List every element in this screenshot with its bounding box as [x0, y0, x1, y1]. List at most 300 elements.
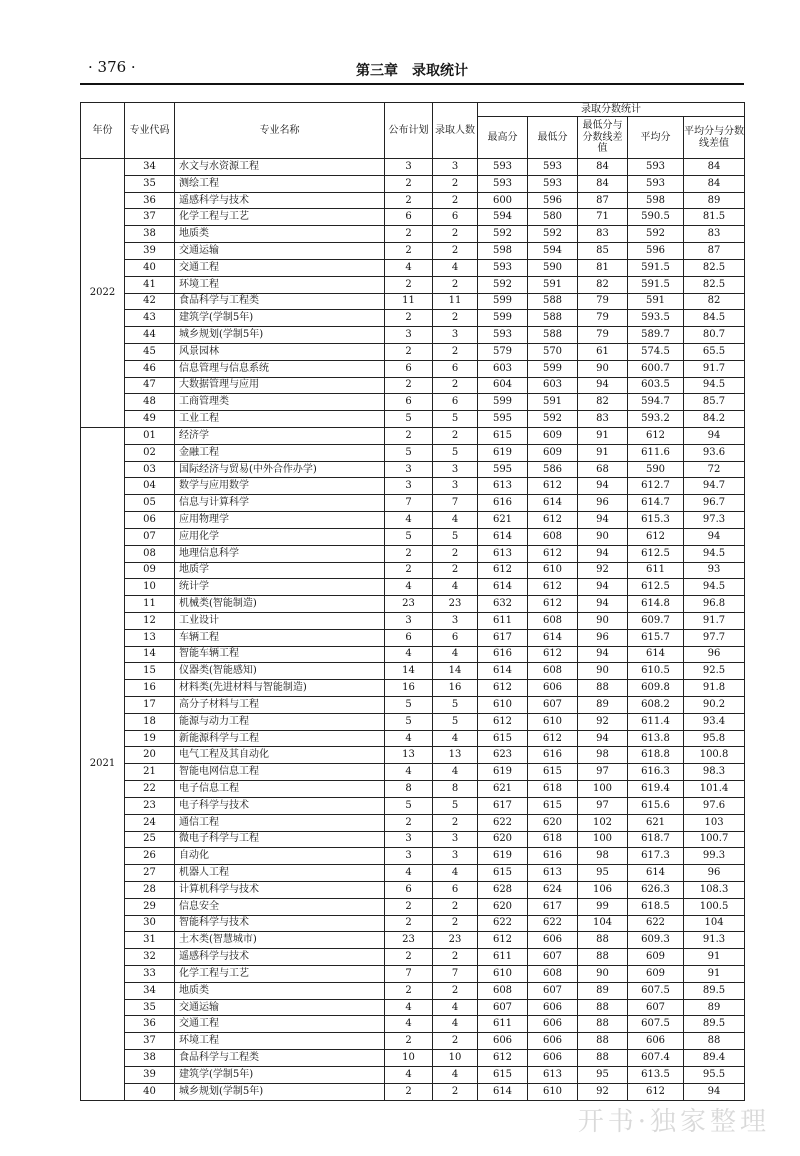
min-cell: 614	[528, 629, 578, 646]
max-cell: 615	[478, 428, 528, 445]
plan-cell: 2	[385, 192, 433, 209]
plan-cell: 2	[385, 982, 433, 999]
max-cell: 632	[478, 596, 528, 613]
code-cell: 36	[125, 192, 175, 209]
max-cell: 612	[478, 713, 528, 730]
admitted-cell: 6	[433, 629, 478, 646]
name-cell: 交通运输	[175, 999, 385, 1016]
plan-cell: 23	[385, 596, 433, 613]
avg-diff-cell: 94.7	[684, 478, 745, 495]
min-cell: 608	[528, 528, 578, 545]
admitted-cell: 2	[433, 226, 478, 243]
min-cell: 586	[528, 461, 578, 478]
min-diff-cell: 79	[578, 327, 628, 344]
avg-cell: 593.5	[628, 310, 684, 327]
admitted-cell: 3	[433, 848, 478, 865]
table-row	[81, 831, 745, 848]
avg-cell: 614.8	[628, 596, 684, 613]
admitted-cell: 5	[433, 713, 478, 730]
code-cell: 02	[125, 444, 175, 461]
min-diff-cell: 88	[578, 1033, 628, 1050]
code-cell: 36	[125, 1016, 175, 1033]
name-cell: 交通工程	[175, 259, 385, 276]
code-cell: 48	[125, 394, 175, 411]
avg-diff-cell: 89.5	[684, 982, 745, 999]
name-cell: 机器人工程	[175, 865, 385, 882]
plan-cell: 14	[385, 663, 433, 680]
max-cell: 603	[478, 360, 528, 377]
avg-diff-cell: 100.8	[684, 747, 745, 764]
min-diff-cell: 84	[578, 175, 628, 192]
code-cell: 05	[125, 495, 175, 512]
admitted-cell: 3	[433, 612, 478, 629]
avg-cell: 612.5	[628, 545, 684, 562]
table-row	[81, 881, 745, 898]
admitted-cell: 4	[433, 1016, 478, 1033]
avg-cell: 609.8	[628, 680, 684, 697]
max-cell: 593	[478, 159, 528, 176]
plan-cell: 6	[385, 629, 433, 646]
avg-cell: 614.7	[628, 495, 684, 512]
name-cell: 新能源科学与工程	[175, 730, 385, 747]
avg-cell: 618.5	[628, 898, 684, 915]
admitted-cell: 3	[433, 327, 478, 344]
table-row	[81, 1033, 745, 1050]
admitted-cell: 5	[433, 444, 478, 461]
max-cell: 612	[478, 1050, 528, 1067]
admitted-cell: 2	[433, 243, 478, 260]
plan-cell: 5	[385, 713, 433, 730]
plan-cell: 4	[385, 579, 433, 596]
code-cell: 16	[125, 680, 175, 697]
min-cell: 615	[528, 797, 578, 814]
max-cell: 600	[478, 192, 528, 209]
code-cell: 01	[125, 428, 175, 445]
admitted-cell: 2	[433, 898, 478, 915]
avg-diff-cell: 85.7	[684, 394, 745, 411]
min-cell: 588	[528, 293, 578, 310]
name-cell: 工业设计	[175, 612, 385, 629]
name-cell: 城乡规划(学制5年)	[175, 327, 385, 344]
plan-cell: 3	[385, 612, 433, 629]
avg-cell: 616.3	[628, 764, 684, 781]
min-diff-cell: 92	[578, 713, 628, 730]
table-row	[81, 276, 745, 293]
avg-cell: 613.8	[628, 730, 684, 747]
plan-cell: 4	[385, 646, 433, 663]
max-cell: 617	[478, 797, 528, 814]
table-row	[81, 898, 745, 915]
admitted-cell: 4	[433, 259, 478, 276]
plan-cell: 2	[385, 243, 433, 260]
table-row	[81, 478, 745, 495]
score-group-header: 录取分数统计	[478, 103, 745, 117]
min-cell: 608	[528, 663, 578, 680]
min-diff-cell: 92	[578, 562, 628, 579]
min-cell: 592	[528, 411, 578, 428]
min-cell: 607	[528, 949, 578, 966]
table-row	[81, 377, 745, 394]
min-diff-cell: 90	[578, 663, 628, 680]
max-cell: 616	[478, 495, 528, 512]
table-row	[81, 528, 745, 545]
min-diff-cell: 98	[578, 747, 628, 764]
min-diff-cell: 94	[578, 579, 628, 596]
avg-diff-cell: 94.5	[684, 377, 745, 394]
code-cell: 30	[125, 915, 175, 932]
table-row	[81, 192, 745, 209]
plan-cell: 4	[385, 865, 433, 882]
avg-diff-cell: 91.3	[684, 932, 745, 949]
avg-diff-cell: 99.3	[684, 848, 745, 865]
min-diff-cell: 61	[578, 343, 628, 360]
name-cell: 交通工程	[175, 1016, 385, 1033]
table-row	[81, 629, 745, 646]
name-cell: 工业工程	[175, 411, 385, 428]
admitted-cell: 2	[433, 310, 478, 327]
col-plan-header: 公布计划	[385, 103, 433, 159]
avg-cell: 591	[628, 293, 684, 310]
avg-cell: 600.7	[628, 360, 684, 377]
name-cell: 智能科学与技术	[175, 915, 385, 932]
avg-diff-cell: 93.4	[684, 713, 745, 730]
avg-diff-cell: 89.5	[684, 1016, 745, 1033]
min-diff-cell: 84	[578, 159, 628, 176]
min-diff-cell: 94	[578, 377, 628, 394]
name-cell: 微电子科学与工程	[175, 831, 385, 848]
plan-cell: 2	[385, 343, 433, 360]
avg-cell: 612.7	[628, 478, 684, 495]
name-cell: 建筑学(学制5年)	[175, 310, 385, 327]
code-cell: 45	[125, 343, 175, 360]
name-cell: 车辆工程	[175, 629, 385, 646]
min-diff-cell: 90	[578, 966, 628, 983]
admitted-cell: 5	[433, 797, 478, 814]
avg-cell: 614	[628, 646, 684, 663]
max-cell: 614	[478, 663, 528, 680]
avg-cell: 611.6	[628, 444, 684, 461]
avg-diff-cell: 87	[684, 243, 745, 260]
name-cell: 环境工程	[175, 276, 385, 293]
max-cell: 615	[478, 865, 528, 882]
min-cell: 615	[528, 764, 578, 781]
admitted-cell: 6	[433, 360, 478, 377]
avg-cell: 598	[628, 192, 684, 209]
min-cell: 618	[528, 831, 578, 848]
table-row	[81, 579, 745, 596]
min-cell: 616	[528, 747, 578, 764]
name-cell: 风景园林	[175, 343, 385, 360]
min-cell: 617	[528, 898, 578, 915]
table-row	[81, 612, 745, 629]
max-cell: 612	[478, 562, 528, 579]
plan-cell: 2	[385, 949, 433, 966]
plan-cell: 2	[385, 310, 433, 327]
code-cell: 44	[125, 327, 175, 344]
admitted-cell: 6	[433, 881, 478, 898]
min-cell: 591	[528, 394, 578, 411]
avg-cell: 614	[628, 865, 684, 882]
max-cell: 593	[478, 327, 528, 344]
name-cell: 工商管理类	[175, 394, 385, 411]
min-diff-cell: 88	[578, 949, 628, 966]
min-diff-cell: 106	[578, 881, 628, 898]
min-diff-cell: 94	[578, 730, 628, 747]
plan-cell: 4	[385, 999, 433, 1016]
avg-cell: 611.4	[628, 713, 684, 730]
avg-diff-cell: 98.3	[684, 764, 745, 781]
watermark: 开书·独家整理	[577, 1107, 770, 1137]
avg-cell: 591.5	[628, 276, 684, 293]
admitted-cell: 2	[433, 545, 478, 562]
avg-cell: 606	[628, 1033, 684, 1050]
admitted-cell: 4	[433, 999, 478, 1016]
max-cell: 606	[478, 1033, 528, 1050]
min-cell: 612	[528, 646, 578, 663]
plan-cell: 3	[385, 848, 433, 865]
max-cell: 599	[478, 394, 528, 411]
min-cell: 593	[528, 159, 578, 176]
avg-diff-cell: 101.4	[684, 781, 745, 798]
min-diff-cell: 68	[578, 461, 628, 478]
table-row	[81, 1050, 745, 1067]
admitted-cell: 5	[433, 411, 478, 428]
name-cell: 电子信息工程	[175, 781, 385, 798]
admitted-cell: 3	[433, 159, 478, 176]
min-diff-cell: 94	[578, 596, 628, 613]
max-cell: 610	[478, 697, 528, 714]
min-diff-cell: 94	[578, 478, 628, 495]
admitted-cell: 2	[433, 175, 478, 192]
plan-cell: 23	[385, 932, 433, 949]
col-year-header: 年份	[81, 103, 125, 159]
max-cell: 599	[478, 310, 528, 327]
admitted-cell: 11	[433, 293, 478, 310]
admitted-cell: 3	[433, 461, 478, 478]
avg-diff-cell: 84.5	[684, 310, 745, 327]
max-cell: 595	[478, 461, 528, 478]
min-cell: 603	[528, 377, 578, 394]
page-number: · 376 ·	[88, 58, 136, 76]
max-cell: 607	[478, 999, 528, 1016]
table-row	[81, 310, 745, 327]
plan-cell: 11	[385, 293, 433, 310]
code-cell: 06	[125, 512, 175, 529]
avg-diff-cell: 95.8	[684, 730, 745, 747]
min-diff-cell: 88	[578, 999, 628, 1016]
table-row	[81, 1066, 745, 1083]
max-cell: 628	[478, 881, 528, 898]
name-cell: 应用物理学	[175, 512, 385, 529]
table-row	[81, 444, 745, 461]
max-cell: 604	[478, 377, 528, 394]
avg-diff-cell: 100.7	[684, 831, 745, 848]
code-cell: 26	[125, 848, 175, 865]
min-diff-cell: 89	[578, 982, 628, 999]
code-cell: 49	[125, 411, 175, 428]
min-cell: 610	[528, 1083, 578, 1100]
max-cell: 608	[478, 982, 528, 999]
min-cell: 613	[528, 865, 578, 882]
name-cell: 食品科学与工程类	[175, 1050, 385, 1067]
plan-cell: 7	[385, 966, 433, 983]
avg-cell: 608.2	[628, 697, 684, 714]
min-cell: 612	[528, 478, 578, 495]
table-row	[81, 360, 745, 377]
max-cell: 594	[478, 209, 528, 226]
table-row	[81, 663, 745, 680]
admitted-cell: 13	[433, 747, 478, 764]
avg-cell: 621	[628, 814, 684, 831]
avg-cell: 592	[628, 226, 684, 243]
avg-cell: 610.5	[628, 663, 684, 680]
avg-cell: 596	[628, 243, 684, 260]
min-diff-cell: 90	[578, 528, 628, 545]
max-cell: 592	[478, 226, 528, 243]
code-cell: 39	[125, 243, 175, 260]
avg-diff-cell: 94	[684, 1083, 745, 1100]
min-cell: 616	[528, 848, 578, 865]
name-cell: 统计学	[175, 579, 385, 596]
name-cell: 计算机科学与技术	[175, 881, 385, 898]
avg-diff-cell: 82.5	[684, 259, 745, 276]
code-cell: 39	[125, 1066, 175, 1083]
table-row	[81, 982, 745, 999]
avg-diff-cell: 97.3	[684, 512, 745, 529]
avg-cell: 589.7	[628, 327, 684, 344]
code-cell: 31	[125, 932, 175, 949]
plan-cell: 5	[385, 444, 433, 461]
name-cell: 数学与应用数学	[175, 478, 385, 495]
name-cell: 能源与动力工程	[175, 713, 385, 730]
min-cell: 606	[528, 999, 578, 1016]
avg-cell: 615.3	[628, 512, 684, 529]
min-cell: 612	[528, 730, 578, 747]
code-cell: 13	[125, 629, 175, 646]
plan-cell: 2	[385, 898, 433, 915]
avg-diff-cell: 91.8	[684, 680, 745, 697]
avg-diff-cell: 90.2	[684, 697, 745, 714]
name-cell: 信息与计算科学	[175, 495, 385, 512]
table-row	[81, 411, 745, 428]
plan-cell: 5	[385, 797, 433, 814]
table-row	[81, 949, 745, 966]
avg-cell: 618.7	[628, 831, 684, 848]
max-cell: 598	[478, 243, 528, 260]
max-cell: 613	[478, 545, 528, 562]
plan-cell: 3	[385, 461, 433, 478]
avg-diff-cell: 108.3	[684, 881, 745, 898]
max-cell: 613	[478, 478, 528, 495]
admitted-cell: 2	[433, 276, 478, 293]
code-cell: 40	[125, 259, 175, 276]
avg-diff-cell: 82.5	[684, 276, 745, 293]
plan-cell: 4	[385, 259, 433, 276]
code-cell: 19	[125, 730, 175, 747]
min-diff-cell: 94	[578, 512, 628, 529]
table-row	[81, 293, 745, 310]
min-cell: 606	[528, 1050, 578, 1067]
plan-cell: 5	[385, 411, 433, 428]
max-cell: 622	[478, 814, 528, 831]
code-cell: 17	[125, 697, 175, 714]
table-row	[81, 814, 745, 831]
admitted-cell: 7	[433, 495, 478, 512]
admitted-cell: 2	[433, 982, 478, 999]
min-cell: 618	[528, 781, 578, 798]
min-diff-cell: 88	[578, 1016, 628, 1033]
avg-diff-cell: 91.7	[684, 360, 745, 377]
admitted-cell: 14	[433, 663, 478, 680]
min-cell: 588	[528, 310, 578, 327]
name-cell: 国际经济与贸易(中外合作办学)	[175, 461, 385, 478]
admitted-cell: 23	[433, 596, 478, 613]
avg-diff-cell: 92.5	[684, 663, 745, 680]
min-diff-cell: 83	[578, 226, 628, 243]
name-cell: 地质学	[175, 562, 385, 579]
admitted-cell: 2	[433, 343, 478, 360]
min-diff-cell: 96	[578, 629, 628, 646]
admitted-cell: 4	[433, 1066, 478, 1083]
min-diff-cell: 96	[578, 495, 628, 512]
min-cell: 607	[528, 982, 578, 999]
min-cell: 612	[528, 596, 578, 613]
code-cell: 32	[125, 949, 175, 966]
max-cell: 614	[478, 579, 528, 596]
plan-cell: 2	[385, 377, 433, 394]
max-cell: 614	[478, 528, 528, 545]
name-cell: 测绘工程	[175, 175, 385, 192]
name-cell: 电气工程及其自动化	[175, 747, 385, 764]
min-diff-cell: 104	[578, 915, 628, 932]
name-cell: 土木类(智慧城市)	[175, 932, 385, 949]
min-diff-cell: 92	[578, 1083, 628, 1100]
name-cell: 交通运输	[175, 243, 385, 260]
max-cell: 595	[478, 411, 528, 428]
plan-cell: 6	[385, 360, 433, 377]
min-cell: 606	[528, 932, 578, 949]
plan-cell: 4	[385, 764, 433, 781]
table-row	[81, 764, 745, 781]
code-cell: 22	[125, 781, 175, 798]
min-diff-cell: 79	[578, 310, 628, 327]
min-diff-cell: 88	[578, 1050, 628, 1067]
avg-cell: 612	[628, 428, 684, 445]
min-cell: 588	[528, 327, 578, 344]
code-cell: 18	[125, 713, 175, 730]
admitted-cell: 8	[433, 781, 478, 798]
min-diff-cell: 98	[578, 848, 628, 865]
plan-cell: 6	[385, 209, 433, 226]
avg-diff-cell: 89	[684, 999, 745, 1016]
max-cell: 612	[478, 932, 528, 949]
avg-cell: 612.5	[628, 579, 684, 596]
table-row	[81, 680, 745, 697]
admitted-cell: 23	[433, 932, 478, 949]
code-cell: 11	[125, 596, 175, 613]
min-cell: 607	[528, 697, 578, 714]
year-cell: 2022	[81, 159, 125, 428]
name-cell: 通信工程	[175, 814, 385, 831]
code-cell: 33	[125, 966, 175, 983]
plan-cell: 3	[385, 478, 433, 495]
avg-diff-cell: 96.7	[684, 495, 745, 512]
col-min-header: 最低分	[528, 117, 578, 159]
table-row	[81, 797, 745, 814]
plan-cell: 13	[385, 747, 433, 764]
table-row	[81, 226, 745, 243]
min-diff-cell: 99	[578, 898, 628, 915]
